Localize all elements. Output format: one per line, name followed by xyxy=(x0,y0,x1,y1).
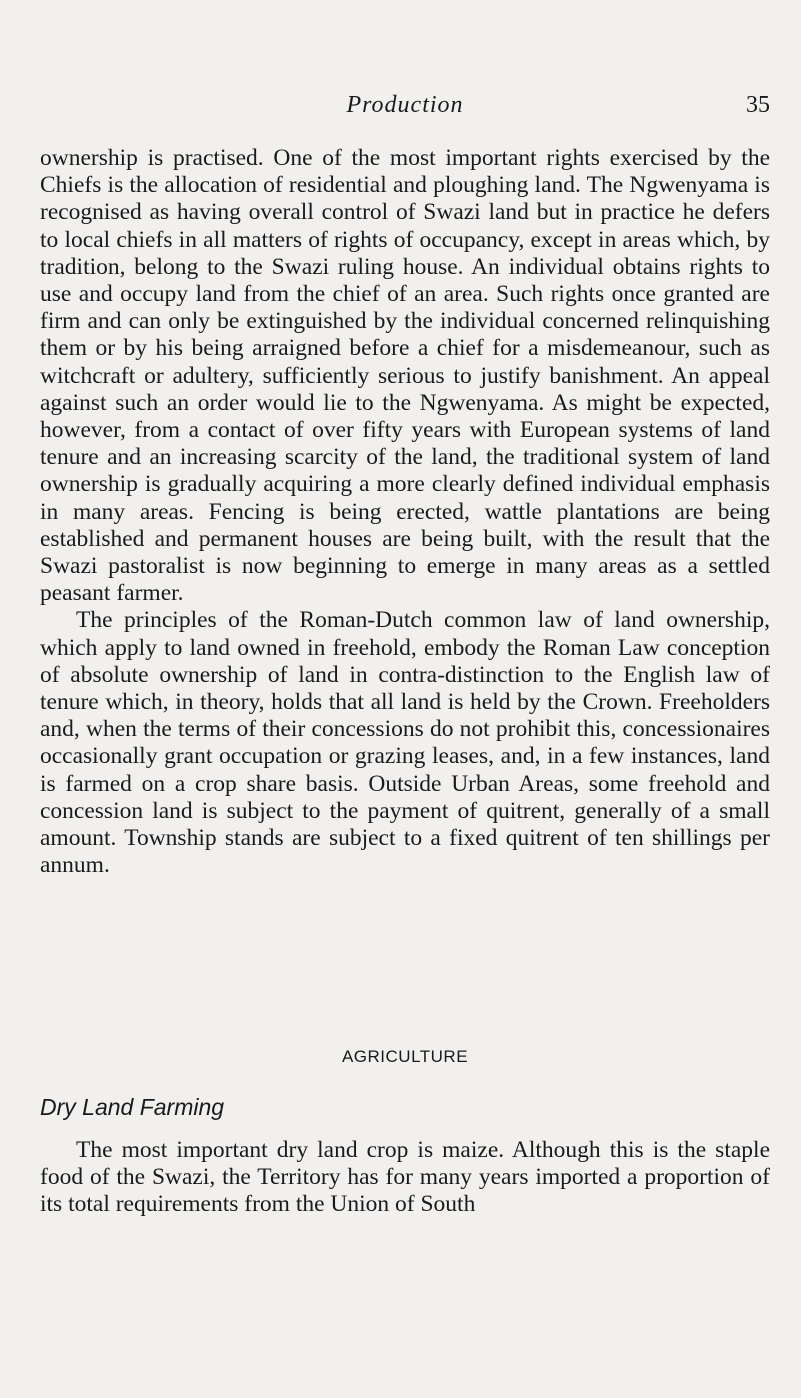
paragraph: ownership is practised. One of the most important rights exercised by the Chiefs is the allocation of residential and ploughing land. The Ngwenyama is recognised as having overall control of Swazi land but in practice he defers to local chiefs in all matters of rights of occupancy, except in areas which, by tradition, belong to the Swazi ruling house. An individual obtains rights to use and occupy land from the chief of an area. Such rights once granted are firm and can only be extinguished by the individual concerned relinquishing them or by his being arraigned before a chief for a misdemeanour, such as witchcraft or adultery, sufficiently serious to justify banishment. An appeal against such an order would lie to the Ngwenyama. As might be expected, however, from a contact of over fifty years with European systems of land tenure and an increasing scarcity of the land, the traditional system of land ownership is gradually acquiring a more clearly defined individual emphasis in many areas. Fencing is being erected, wattle plantations are being established and permanent houses are being built, with the result that the Swazi pastoralist is now beginning to emerge in many areas as a settled peasant farmer. xyxy=(40,145,770,607)
running-title: Production xyxy=(346,92,464,118)
main-body-text xyxy=(40,145,770,879)
running-header xyxy=(40,92,770,132)
page-number: 35 xyxy=(746,92,770,118)
section-body-text xyxy=(40,1137,770,1219)
paragraph: The most important dry land crop is maize. Although this is the staple food of the Swazi, the Territory has for many years imported a proportion of its total requirements from the Union of South xyxy=(40,1137,770,1218)
paragraph: The principles of the Roman-Dutch common law of land ownership, which apply to land owned in freehold, embody the Roman Law conception of absolute ownership of land in contra-distinction to the English law of tenure which, in theory, holds that all land is held by the Crown. Freeholders and, when the terms of their concessions do not prohibit this, concessionaires occasionally grant occupation or grazing leases, and, in a few instances, land is farmed on a crop share basis. Outside Urban Areas, some freehold and concession land is subject to the payment of quitrent, generally of a small amount. Township stands are subject to a fixed quitrent of ten shillings per annum. xyxy=(40,607,770,879)
section-heading: AGRICULTURE xyxy=(341,1047,469,1066)
subsection-heading: Dry Land Farming xyxy=(40,1094,225,1120)
